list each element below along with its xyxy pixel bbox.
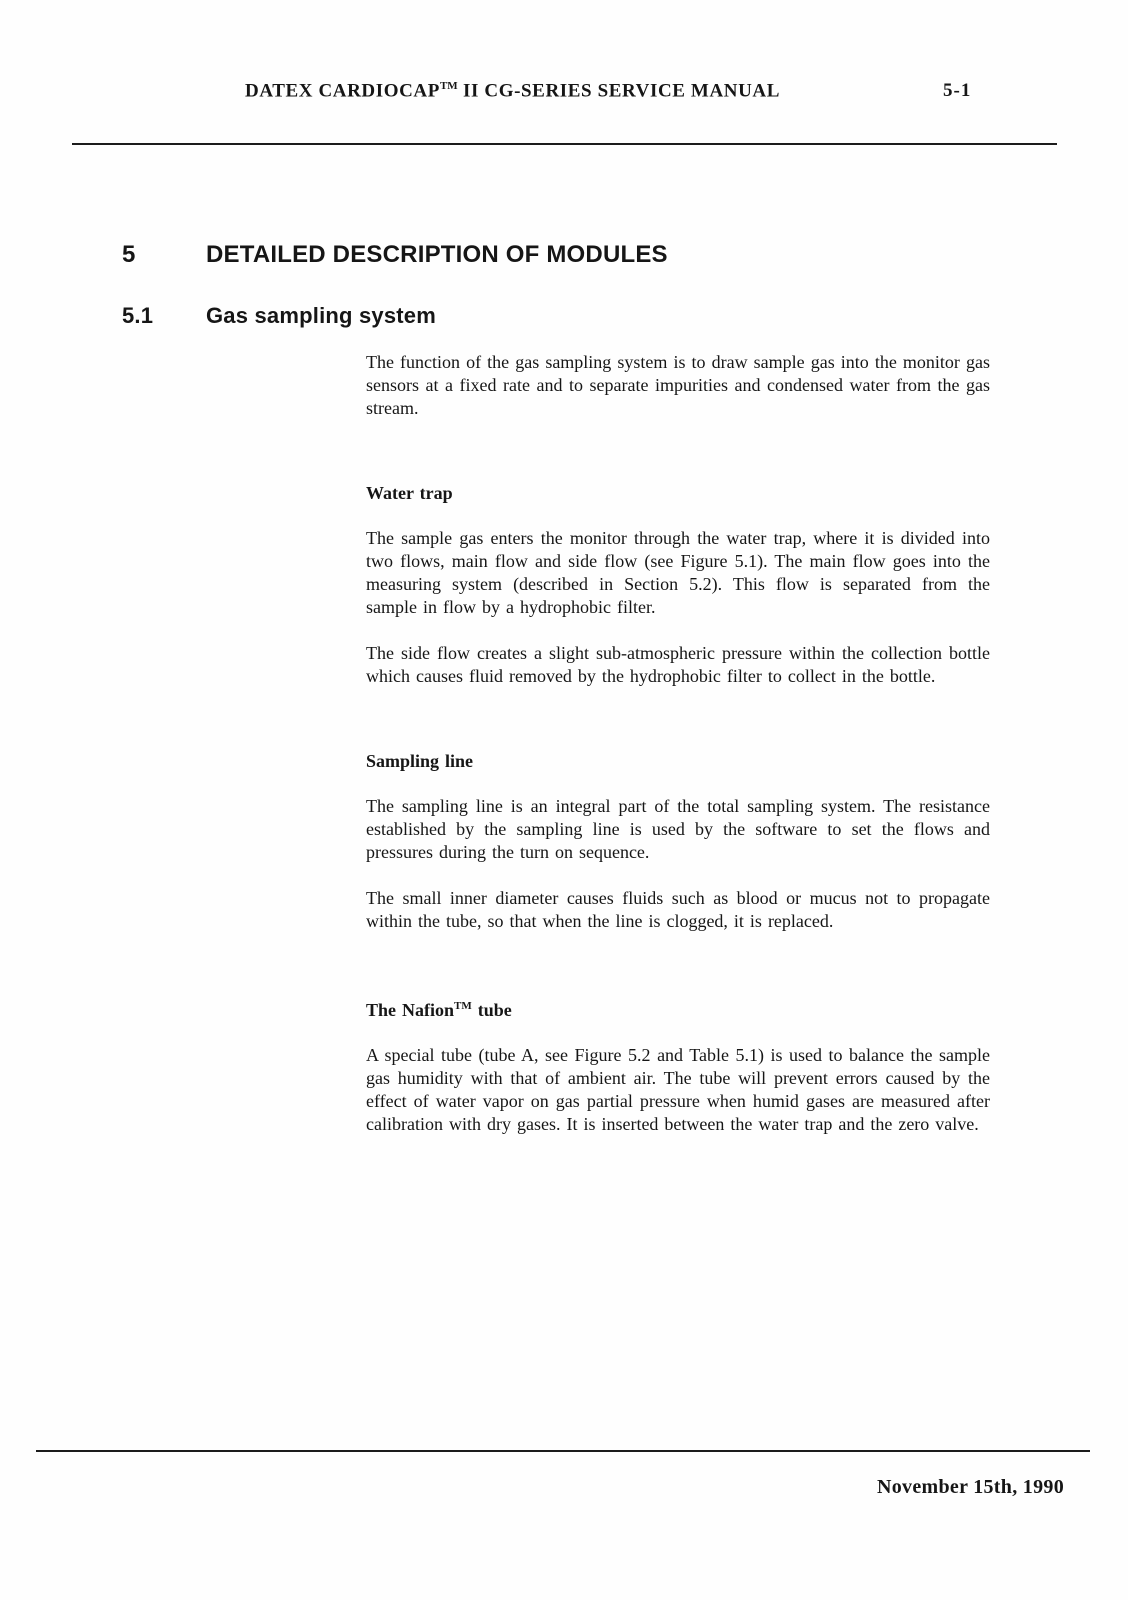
paragraph: The small inner diameter causes fluids such as blood or mucus not to propagate within the tube, so that when the line is clogged, it is replaced. — [366, 888, 990, 931]
body-content — [366, 351, 990, 1136]
manual-title-suffix: II CG-SERIES SERVICE MANUAL — [457, 80, 781, 102]
paragraph: The sample gas enters the monitor through the water trap, where it is divided into two flows, main flow and side flow (see Figure 5.1). The main flow goes into the measuring system (described in Section 5.2). This flow is separated from the sample in flow by a hydrophobic filter. — [366, 528, 990, 617]
page-header — [0, 0, 1128, 145]
manual-title-text: DATEX CARDIOCAP — [245, 80, 440, 102]
chapter-heading — [122, 241, 1128, 269]
chapter-number: 5 — [122, 241, 136, 268]
section-title: Gas sampling system — [206, 303, 437, 328]
paragraph: A special tube (tube A, see Figure 5.2 and Table 5.1) is used to balance the sample gas humidity with that of ambient air. The tube will prevent errors caused by the effect of water vapor on gas partial pressure when humid gases are measured after calibration with dry gases. It is inserted between the water trap and the zero valve. — [366, 1045, 990, 1134]
section-heading — [122, 303, 1128, 329]
footer-rule — [36, 1450, 1090, 1452]
subsection-heading: Sampling line — [366, 751, 474, 771]
subsection-heading: Water trap — [366, 483, 453, 503]
trademark-superscript: TM — [454, 1000, 472, 1012]
paragraph: The sampling line is an integral part of the total sampling system. The resistance established by the sampling line is used by the software to set the flows and pressures during the turn on sequence. — [366, 796, 990, 862]
paragraph: The side flow creates a slight sub-atmospheric pressure within the collection bottle which causes fluid removed by the hydrophobic filter to collect in the bottle. — [366, 643, 990, 686]
subsection-nafion-tube — [366, 995, 990, 1136]
trademark-superscript: TM — [439, 80, 458, 92]
header-rule — [72, 143, 1057, 145]
subsection-heading-suffix: tube — [471, 1000, 512, 1020]
page-number: 5-1 — [943, 80, 972, 101]
chapter-title: DETAILED DESCRIPTION OF MODULES — [206, 241, 668, 268]
subsection-heading — [366, 995, 990, 1022]
subsection-water-trap — [366, 482, 990, 688]
intro-paragraph: The function of the gas sampling system is to draw sample gas into the monitor gas sensors at a fixed rate and to separate impurities and condensed water from the gas stream. — [366, 352, 990, 418]
manual-title — [245, 80, 780, 102]
footer-date: November 15th, 1990 — [877, 1476, 1064, 1498]
subsection-heading-text: The Nafion — [366, 1000, 455, 1020]
section-number: 5.1 — [122, 303, 154, 328]
subsection-sampling-line — [366, 750, 990, 933]
